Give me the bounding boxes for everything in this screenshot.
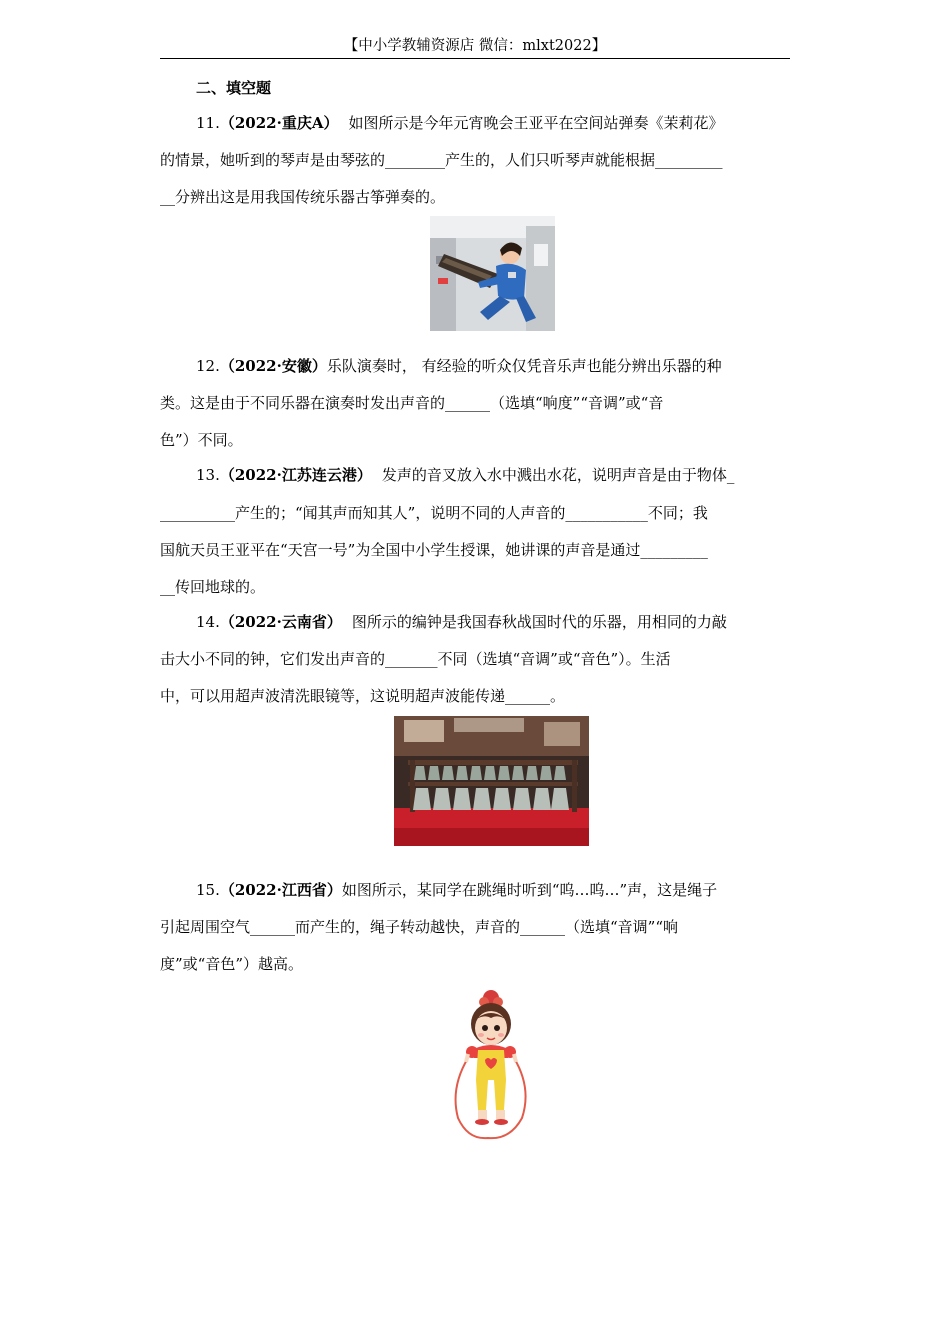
- question-11-text-1: 如图所示是今年元宵晚会王亚平在空间站弹奏《茉莉花》: [348, 114, 724, 132]
- question-11-number: 11.: [196, 114, 220, 132]
- question-12-source: （2022·安徽）: [219, 357, 327, 375]
- question-12-line-2: 类。这是由于不同乐器在演奏时发出声音的______（选填“响度”“音调”或“音: [160, 394, 664, 412]
- astronaut-guzheng-photo: [430, 216, 555, 331]
- question-13-source: （2022·江苏连云港）: [219, 466, 372, 484]
- question-13-line-3: 国航天员王亚平在“天宫一号”为全国中小学生授课，她讲课的声音是通过_________: [160, 541, 708, 559]
- question-15-line-1: [196, 880, 790, 900]
- question-15-line-2: 引起周围空气______而产生的，绳子转动越快，声音的______（选填“音调”“响: [160, 918, 679, 936]
- question-12-line-1: [196, 356, 790, 376]
- question-13-line-2: __________产生的；“闻其声而知其人”，说明不同的人声音的___________不同；我: [160, 504, 708, 522]
- question-12-text-1: 乐队演奏时， 有经验的听众仅凭音乐声也能分辨出乐器的种: [326, 357, 722, 375]
- question-15-source: （2022·江西省）: [219, 881, 342, 899]
- question-14-line-2: 击大小不同的钟，它们发出声音的_______不同（选填“音调”或“音色”）。生活: [160, 650, 671, 668]
- question-13-line-1: [196, 465, 790, 485]
- question-15-line-3: 度”或“音色”）越高。: [160, 955, 304, 973]
- question-13-number: 13.: [196, 466, 220, 484]
- question-14-text-1: 图所示的编钟是我国春秋战国时代的乐器，用相同的力敲: [351, 613, 727, 631]
- question-15-text-1: 如图所示，某同学在跳绳时听到“呜…呜…”声，这是绳子: [341, 881, 718, 899]
- question-11-line-3: __分辨出这是用我国传统乐器古筝弹奏的。: [160, 188, 446, 206]
- question-15-number: 15.: [196, 881, 220, 899]
- section-title: 二、填空题: [196, 79, 272, 97]
- question-12-number: 12.: [196, 357, 220, 375]
- question-14-source: （2022·云南省）: [219, 613, 342, 631]
- question-12-line-3: 色”）不同。: [160, 431, 243, 449]
- bianzhong-bells-photo: [394, 716, 589, 846]
- header-rule: [160, 58, 790, 59]
- question-11-source: （2022·重庆A）: [219, 114, 339, 132]
- question-14-number: 14.: [196, 613, 220, 631]
- question-13-line-4: __传回地球的。: [160, 578, 266, 596]
- question-14-line-1: [196, 612, 790, 632]
- question-11-line-2: 的情景，她听到的琴声是由琴弦的________产生的，人们只听琴声就能根据_________: [160, 151, 723, 169]
- question-11-line-1: [196, 113, 790, 133]
- question-13-text-1: 发声的音叉放入水中溅出水花，说明声音是由于物体_: [381, 466, 735, 484]
- question-14-line-3: 中，可以用超声波清洗眼镜等，这说明超声波能传递______。: [160, 687, 566, 705]
- girl-jumping-rope-illustration: [448, 988, 534, 1143]
- page-header: 【中小学教辅资源店 微信：mlxt2022】: [343, 38, 607, 54]
